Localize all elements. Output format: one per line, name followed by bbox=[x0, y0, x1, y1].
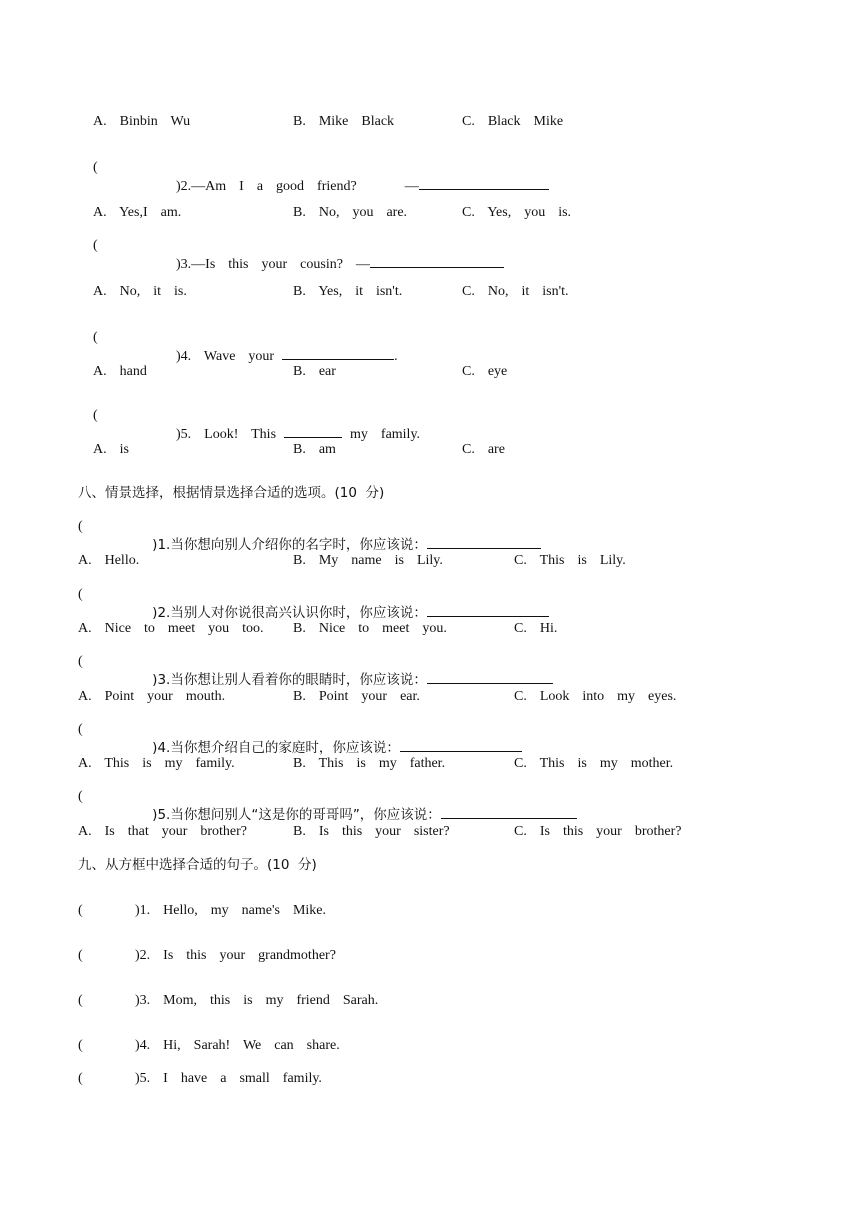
p7-q4-option-b: B. ear bbox=[293, 364, 336, 379]
p7-q2-paren: ( bbox=[93, 160, 98, 175]
p8-q4-option-b: B. This is my father. bbox=[293, 756, 446, 771]
p8-q5-option-c: C. Is this your brother? bbox=[514, 824, 682, 839]
p8-q4-paren: ( bbox=[78, 722, 83, 737]
p8-q1-answer-blank[interactable] bbox=[427, 536, 541, 549]
p7-q2-dash: — bbox=[404, 179, 419, 194]
p7-q4-stem-text: )4. Wave your bbox=[176, 349, 275, 364]
p8-q1-paren: ( bbox=[78, 519, 83, 534]
p7-q4-option-c: C. eye bbox=[462, 364, 508, 379]
p8-q5-stem-text: )5.当你想问别人“这是你的哥哥吗”，你应该说： bbox=[152, 807, 441, 823]
p8-q1-option-c: C. This is Lily. bbox=[514, 553, 626, 568]
p7-q5-answer-blank[interactable] bbox=[284, 425, 342, 438]
p7-q3-option-a: A. No, it is. bbox=[93, 284, 187, 299]
p7-q2-option-a: A. Yes,I am. bbox=[93, 205, 182, 220]
p7-q3-option-b: B. Yes, it isn't. bbox=[293, 284, 403, 299]
p7-q3-stem-text: )3.—Is this your cousin? — bbox=[176, 257, 370, 272]
p7-q2-stem-text: )2.—Am I a good friend? bbox=[176, 179, 357, 194]
p7-q4-paren: ( bbox=[93, 330, 98, 345]
p7-q1-option-c: C. Black Mike bbox=[462, 114, 564, 129]
p9-item5-text: )5. I have a small family. bbox=[135, 1071, 322, 1086]
p7-q5-stem bbox=[150, 407, 420, 462]
p7-q2-answer-blank[interactable] bbox=[419, 177, 549, 190]
p8-q5-option-b: B. Is this your sister? bbox=[293, 824, 450, 839]
p8-q5-option-a: A. Is that your brother? bbox=[78, 824, 248, 839]
p8-q5-answer-blank[interactable] bbox=[441, 806, 577, 819]
p8-q2-stem-text: )2.当别人对你说很高兴认识你时，你应该说： bbox=[152, 605, 427, 621]
p8-q3-option-b: B. Point your ear. bbox=[293, 689, 420, 704]
p7-q5-option-b: B. am bbox=[293, 442, 336, 457]
p8-q4-option-c: C. This is my mother. bbox=[514, 756, 674, 771]
p8-q3-option-c: C. Look into my eyes. bbox=[514, 689, 677, 704]
p7-q5-after: my family. bbox=[350, 427, 421, 442]
p7-q4-end: . bbox=[394, 349, 398, 364]
p8-q2-paren: ( bbox=[78, 587, 83, 602]
p7-q1-option-a: A. Binbin Wu bbox=[93, 114, 191, 129]
p7-q3-answer-blank[interactable] bbox=[370, 255, 504, 268]
p9-item2-paren: ( bbox=[78, 948, 83, 963]
p8-q1-stem-text: )1.当你想向别人介绍你的名字时，你应该说： bbox=[152, 537, 427, 553]
p8-q2-answer-blank[interactable] bbox=[427, 604, 549, 617]
p8-q1-option-a: A. Hello. bbox=[78, 553, 140, 568]
p8-q2-option-c: C. Hi. bbox=[514, 621, 558, 636]
p7-q5-stem-text: )5. Look! This bbox=[176, 427, 277, 442]
p9-item1-text: )1. Hello, my name's Mike. bbox=[135, 903, 326, 918]
p7-q3-paren: ( bbox=[93, 238, 98, 253]
p8-q4-answer-blank[interactable] bbox=[400, 739, 522, 752]
p8-q4-stem-text: )4.当你想介绍自己的家庭时，你应该说： bbox=[152, 740, 400, 756]
p7-q5-paren: ( bbox=[93, 408, 98, 423]
p7-q2-option-c: C. Yes, you is. bbox=[462, 205, 572, 220]
p7-q4-stem bbox=[150, 329, 398, 384]
p9-item3-paren: ( bbox=[78, 993, 83, 1008]
p7-q5-option-c: C. are bbox=[462, 442, 505, 457]
p8-q4-option-a: A. This is my family. bbox=[78, 756, 235, 771]
p7-q4-answer-blank[interactable] bbox=[282, 347, 394, 360]
p8-q2-option-b: B. Nice to meet you. bbox=[293, 621, 447, 636]
p7-q1-option-b: B. Mike Black bbox=[293, 114, 395, 129]
p9-item1-paren: ( bbox=[78, 903, 83, 918]
p8-q3-answer-blank[interactable] bbox=[427, 671, 553, 684]
p8-q2-option-a: A. Nice to meet you too. bbox=[78, 621, 264, 636]
p8-q1-option-b: B. My name is Lily. bbox=[293, 553, 443, 568]
p8-q3-stem-text: )3.当你想让别人看着你的眼睛时，你应该说： bbox=[152, 672, 427, 688]
p8-q5-paren: ( bbox=[78, 789, 83, 804]
p8-q3-paren: ( bbox=[78, 654, 83, 669]
p7-q2-option-b: B. No, you are. bbox=[293, 205, 408, 220]
p7-q5-option-a: A. is bbox=[93, 442, 129, 457]
p7-q4-option-a: A. hand bbox=[93, 364, 147, 379]
part8-heading: 八、情景选择，根据情景选择合适的选项。(10 分) bbox=[78, 485, 385, 501]
p9-item3-text: )3. Mom, this is my friend Sarah. bbox=[135, 993, 379, 1008]
p9-item4-paren: ( bbox=[78, 1038, 83, 1053]
p7-q3-option-c: C. No, it isn't. bbox=[462, 284, 569, 299]
p8-q3-option-a: A. Point your mouth. bbox=[78, 689, 226, 704]
p9-item2-text: )2. Is this your grandmother? bbox=[135, 948, 336, 963]
p9-item4-text: )4. Hi, Sarah! We can share. bbox=[135, 1038, 340, 1053]
part9-heading: 九、从方框中选择合适的句子。(10 分) bbox=[78, 857, 317, 873]
p9-item5-paren: ( bbox=[78, 1071, 83, 1086]
